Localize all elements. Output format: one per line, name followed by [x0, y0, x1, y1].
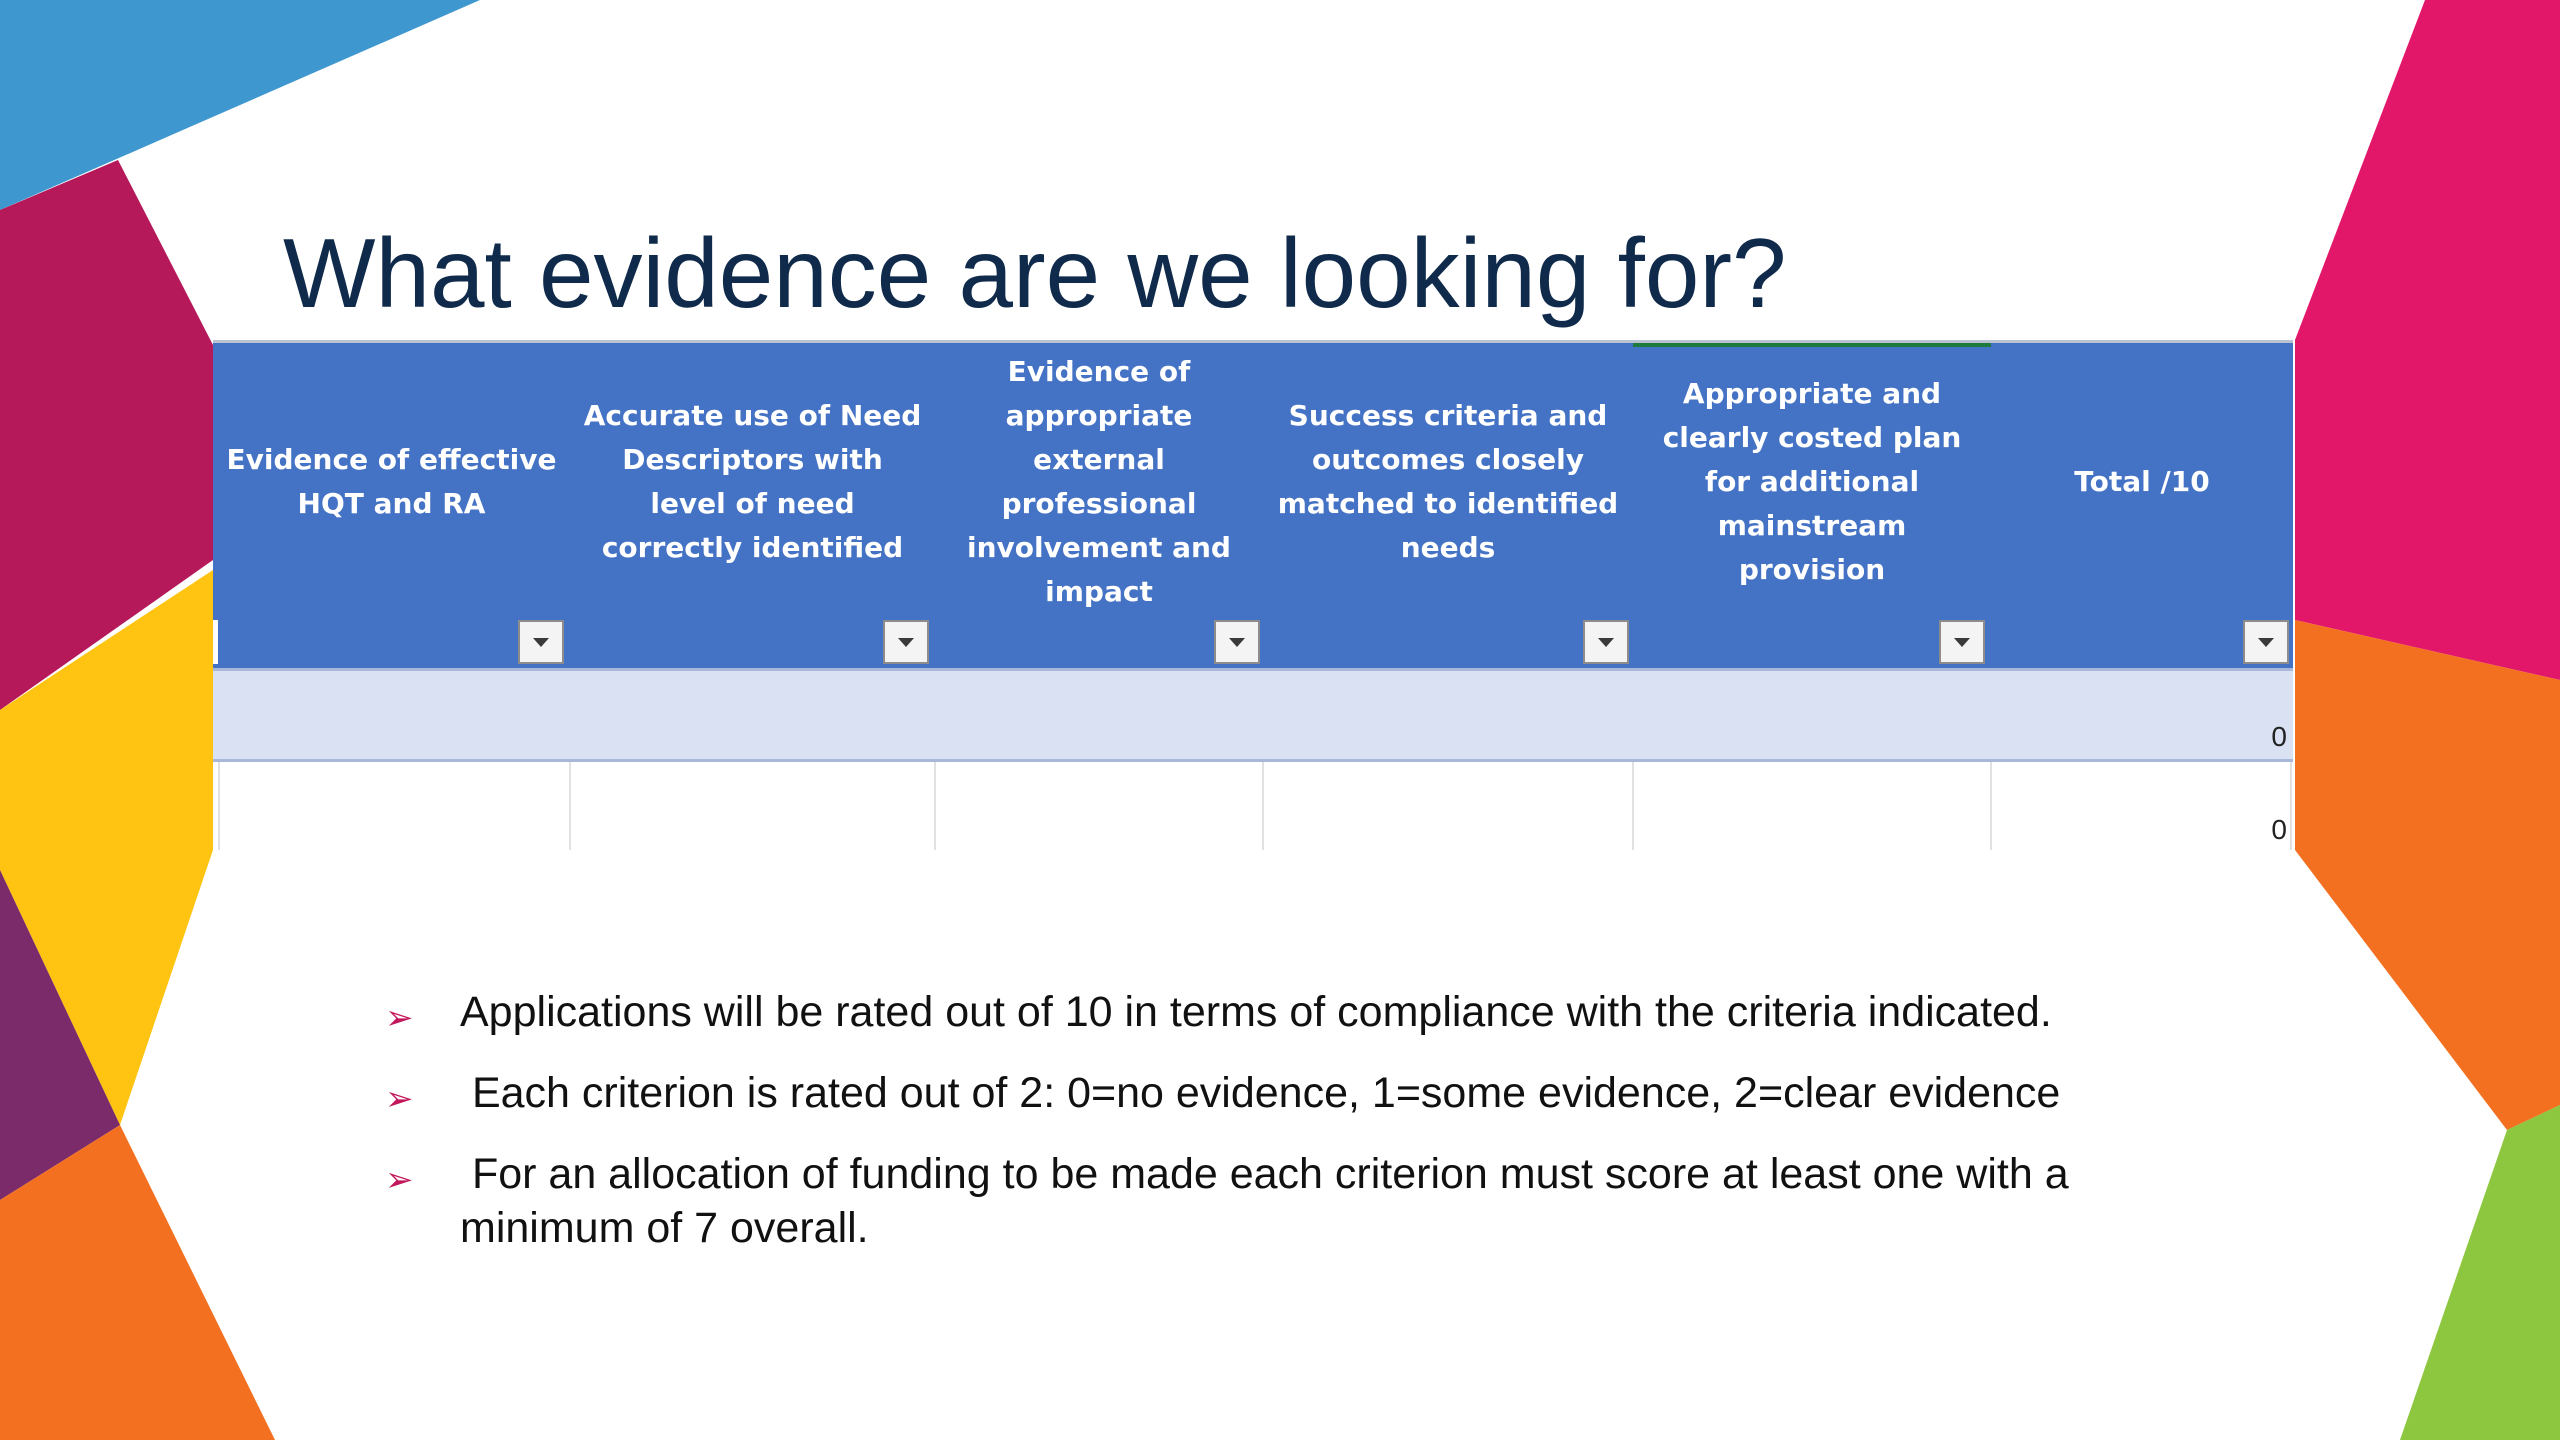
decor-shape-blue: [0, 0, 480, 210]
column-header-success-criteria: [1263, 343, 1633, 671]
bullet-text: For an allocation of funding to be made each criterion must score at least one with a minimum of 7 overall.: [460, 1150, 2081, 1252]
evidence-table: [213, 340, 2293, 850]
column-header-need-descriptors: [570, 343, 935, 671]
cell-divider: [1262, 762, 1264, 850]
filter-dropdown-button[interactable]: [883, 620, 929, 664]
bullet-list: [385, 985, 2185, 1282]
list-item: [385, 985, 2185, 1039]
column-header-label: Total /10: [2074, 465, 2210, 498]
decor-shape-magenta: [2295, 0, 2560, 680]
cell-divider: [569, 762, 571, 850]
list-item: [385, 1147, 2185, 1255]
column-header-costed-plan: [1633, 343, 1991, 671]
column-header-hqt: [213, 343, 570, 671]
filter-dropdown-button[interactable]: [2243, 620, 2289, 664]
arrow-bullet-icon: ➢: [385, 1161, 414, 1199]
table-header-row: [213, 340, 2293, 668]
dropdown-arrow-icon: [1954, 638, 1970, 647]
decor-shape-orange-right: [2295, 620, 2560, 1130]
column-header-label: Appropriate and clearly costed plan for additional mainstream provision: [1662, 377, 1962, 586]
column-header-label: Accurate use of Need Descriptors with level of need correctly identified: [583, 399, 922, 564]
column-header-label: Evidence of appropriate external professional involvement and impact: [967, 355, 1231, 608]
dropdown-arrow-icon: [898, 638, 914, 647]
total-cell-value: 0: [2271, 814, 2287, 845]
table-row[interactable]: [213, 668, 2293, 762]
bullet-text: Each criterion is rated out of 2: 0=no evidence, 1=some evidence, 2=clear evidence: [460, 1069, 2061, 1117]
cell-divider: [934, 762, 936, 850]
cell-divider: [1632, 762, 1634, 850]
column-header-label: Evidence of effective HQT and RA: [226, 443, 557, 520]
list-item: [385, 1066, 2185, 1120]
cell-divider: [2290, 762, 2292, 850]
filter-dropdown-button[interactable]: [1214, 620, 1260, 664]
arrow-bullet-icon: ➢: [385, 1080, 414, 1118]
table-row[interactable]: [213, 762, 2293, 850]
cell-divider: [218, 762, 220, 850]
dropdown-arrow-icon: [2258, 638, 2274, 647]
filter-dropdown-button[interactable]: [518, 620, 564, 664]
filter-dropdown-button[interactable]: [1939, 620, 1985, 664]
total-cell-value: 0: [2271, 721, 2287, 752]
column-header-label: Success criteria and outcomes closely matched to identified needs: [1277, 399, 1619, 564]
dropdown-arrow-icon: [1229, 638, 1245, 647]
cell-divider: [1990, 762, 1992, 850]
filter-dropdown-button[interactable]: [1583, 620, 1629, 664]
slide-title: What evidence are we looking for?: [283, 218, 1787, 328]
decor-shape-green: [2400, 1105, 2560, 1440]
dropdown-arrow-icon: [1598, 638, 1614, 647]
dropdown-arrow-icon: [533, 638, 549, 647]
column-header-external-professional: [935, 343, 1263, 671]
column-header-total: [1991, 343, 2293, 671]
bullet-text: Applications will be rated out of 10 in terms of compliance with the criteria indicated.: [460, 988, 2052, 1036]
arrow-bullet-icon: ➢: [385, 999, 414, 1037]
